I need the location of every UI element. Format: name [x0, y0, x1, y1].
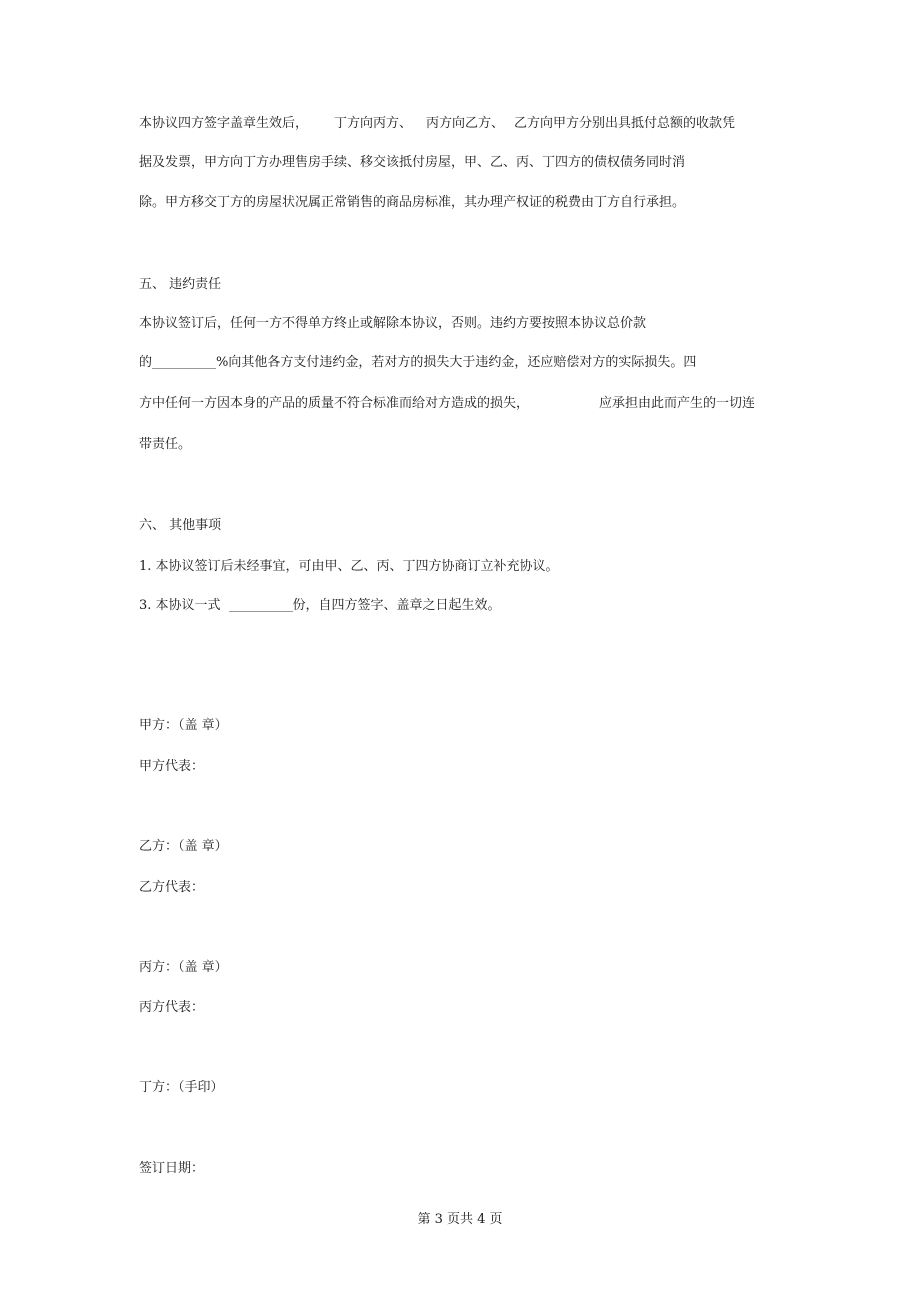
party-a-seal: 甲方：（盖 章）: [139, 718, 228, 733]
section6-item3-part-a: 3. 本协议一式: [139, 598, 221, 613]
section4-line3: 除。甲方移交丁方的房屋状况属正常销售的商品房标准，其办理产权证的税费由丁方自行承担。: [139, 195, 686, 210]
section4-line1: [139, 115, 735, 133]
section5-line2-part-a: 的: [139, 355, 153, 370]
party-c-seal: 丙方：（盖 章）: [139, 960, 228, 975]
section5-line3: [139, 395, 755, 413]
copies-count-blank: [229, 597, 293, 612]
party-c-representative: 丙方代表：: [139, 1000, 205, 1015]
section5-line1: 本协议签订后，任何一方不得单方终止或解除本协议，否则。违约方要按照本协议总价款: [139, 316, 647, 331]
section5-heading: 五、 违约责任: [139, 277, 222, 292]
section5-line4: 带责任。: [139, 437, 192, 452]
section4-line1-part-d: 乙方向甲方分别出具抵付总额的收款凭: [514, 116, 736, 131]
section5-line3-part-a: 方中任何一方因本身的产品的质量不符合标准而给对方造成的损失，: [139, 396, 530, 411]
page-number: 第 3 页共 4 页: [417, 1212, 503, 1227]
penalty-percent-blank: [152, 354, 216, 369]
section6-item1: 1. 本协议签订后未经事宜，可由甲、乙、丙、丁四方协商订立补充协议。: [139, 559, 559, 574]
signing-date: 签订日期：: [139, 1161, 205, 1176]
party-d-fingerprint: 丁方：（手印）: [139, 1080, 224, 1095]
party-b-representative: 乙方代表：: [139, 880, 205, 895]
party-a-representative: 甲方代表：: [139, 759, 205, 774]
section4-line1-part-b: 丁方向丙方、: [334, 116, 413, 131]
party-b-seal: 乙方：（盖 章）: [139, 839, 228, 854]
section5-line2-part-b: %向其他各方支付违约金，若对方的损失大于违约金，还应赔偿对方的实际损失。四: [216, 355, 697, 370]
section5-line2: [139, 354, 696, 372]
section4-line2: 据及发票，甲方向丁方办理售房手续、移交该抵付房屋，甲、乙、丙、丁四方的债权债务同时消: [139, 155, 686, 170]
section6-item3-part-b: 份，自四方签字、盖章之日起生效。: [292, 598, 501, 613]
section6-item3: [139, 597, 501, 615]
section4-line1-part-a: 本协议四方签字盖章生效后，: [139, 116, 309, 131]
section5-line3-part-b: 应承担由此而产生的一切连: [599, 396, 756, 411]
section4-line1-part-c: 丙方向乙方、: [426, 116, 505, 131]
section6-heading: 六、 其他事项: [139, 518, 222, 533]
